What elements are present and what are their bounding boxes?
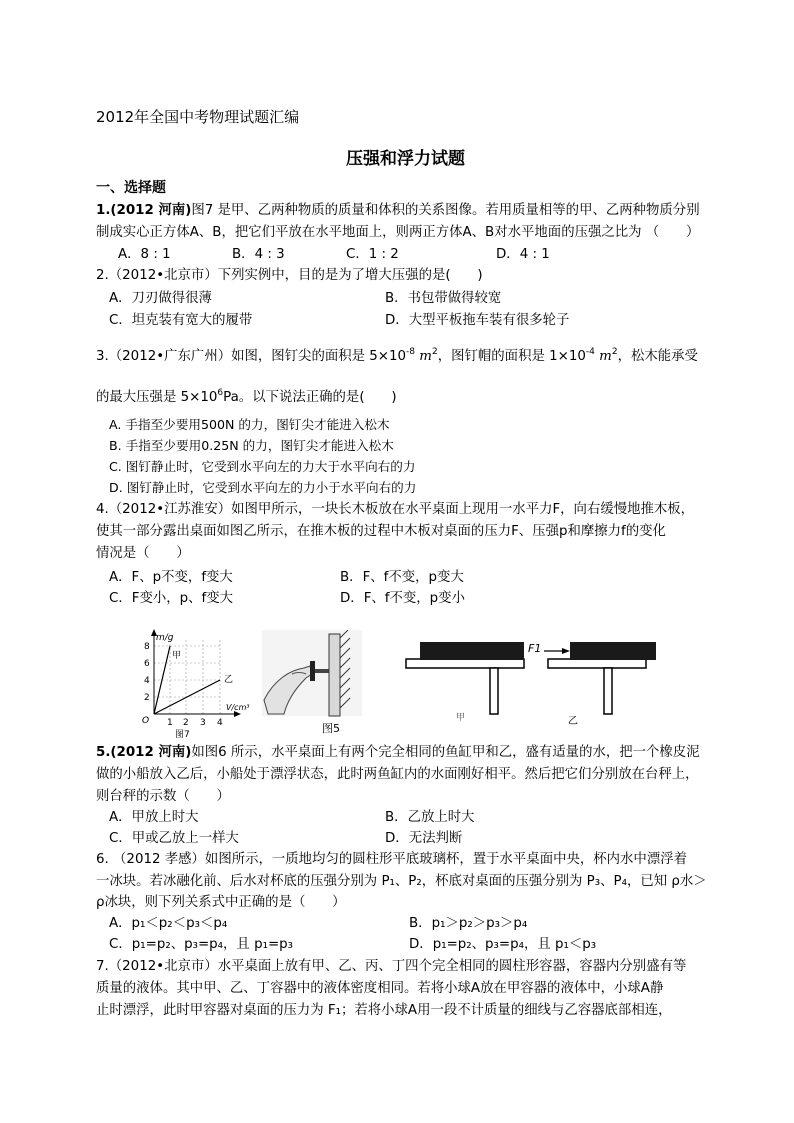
- x-tick: 2: [183, 718, 189, 728]
- force-label: F1: [528, 642, 542, 655]
- series-jia-label: 甲: [172, 651, 182, 661]
- question-1-option-b: B．4 : 3: [232, 247, 285, 262]
- table-top-yi: [548, 659, 646, 668]
- question-2-stem: 2.（2012•北京市）下列实例中，目的是为了增大压强的是( ): [96, 268, 483, 283]
- y-tick: 8: [144, 642, 150, 652]
- board-jia: [420, 642, 524, 660]
- question-7-line-3: 止时漂浮，此时甲容器对桌面的压力为 F₁；若将小球A用一段不计质量的细线与乙容器底部相连，: [96, 1003, 672, 1018]
- figure-5-illustration: [262, 630, 362, 738]
- label-yi: 乙: [568, 716, 578, 727]
- question-6-line-1: 6. （2012 孝感）如图所示，一质地均匀的圆柱形平底玻璃杯，置于水平桌面中央，杯内水中漂浮着: [96, 852, 687, 867]
- question-3-line-2: 的最大压强是 $5\times 10^6Pa$。以下说法正确的是( ): [96, 388, 397, 405]
- question-2-option-b: B．书包带做得较宽: [385, 291, 502, 306]
- question-1-line-2: 制成实心正方体A、B，把它们平放在水平地面上，则两正方体A、B对水平地面的压强之比为 （ ）: [96, 225, 700, 240]
- question-5-source: 5.(2012 河南): [96, 745, 192, 760]
- question-3-option-c: C. 图钉静止时，它受到水平向左的力大于水平向右的力: [109, 459, 416, 474]
- question-5-option-a: A．甲放上时大: [109, 810, 199, 825]
- question-1-option-c: C．1 : 2: [346, 247, 399, 262]
- question-3-option-b: B. 手指至少要用0.25N 的力，图钉尖才能进入松木: [109, 438, 394, 453]
- question-5-option-b: B．乙放上时大: [385, 810, 475, 825]
- section-title: 压强和浮力试题: [346, 149, 465, 169]
- question-6-line-3: ρ冰块，则下列关系式中正确的是（ ）: [96, 895, 346, 910]
- question-3-option-d: D. 图钉静止时，它受到水平向左的力小于水平向右的力: [109, 480, 417, 495]
- part-heading: 一、选择题: [96, 180, 166, 196]
- question-6-option-c: C．p₁=p₂、p₃=p₄，且 p₁=p₃: [109, 937, 294, 952]
- question-6-option-d: D．p₁=p₂、p₃=p₄，且 p₁＜p₃: [409, 937, 597, 952]
- question-4-option-d: D．F、f不变，p变小: [340, 591, 465, 606]
- document-title: 2012年全国中考物理试题汇编: [96, 108, 300, 126]
- figure-7-caption: 图7: [175, 730, 190, 740]
- question-5-option-d: D．无法判断: [385, 831, 463, 846]
- question-5-line-2: 做的小船放入乙后，小船处于漂浮状态，此时两鱼缸内的水面刚好相平。然后把它们分别放在台秤上，: [96, 767, 699, 782]
- figure-board-on-table: [404, 632, 660, 732]
- question-5-line-1: 5.(2012 河南)如图6 所示，水平桌面上有两个完全相同的鱼缸甲和乙，盛有适量的水，把一个橡皮泥: [96, 745, 700, 760]
- question-3-line-1: 3.（2012•广东广州）如图，图钉尖的面积是 $5\times 10^{-8}$ $m^2$，图钉帽的面积是 $1\times 10^{-4}$ $m^2$，松木能承受: [96, 347, 698, 364]
- question-7-line-2: 质量的液体。其中甲、乙、丁容器中的液体密度相同。若将小球A放在甲容器的液体中，小球A静: [96, 981, 664, 996]
- series-yi-label: 乙: [224, 675, 234, 685]
- figure-5-caption: 图5: [322, 722, 340, 735]
- question-5-option-c: C．甲或乙放上一样大: [109, 831, 239, 846]
- question-7-line-1: 7.（2012•北京市）水平桌面上放有甲、乙、丙、丁四个完全相同的圆柱形容器，容器内分别盛有等: [96, 959, 687, 974]
- question-4-option-b: B．F、f不变，p变大: [340, 570, 464, 585]
- question-6-line-2: 一冰块。若冰融化前、后水对杯底的压强分别为 P₁、P₂，杯底对桌面的压强分别为 P₃、P₄，已知 ρ水＞: [96, 874, 707, 889]
- question-2-option-c: C．坦克装有宽大的履带: [109, 313, 253, 328]
- x-tick: 3: [200, 718, 206, 728]
- board-yi: [570, 642, 656, 660]
- question-1-line-1: 1.(2012 河南)图7 是甲、乙两种物质的质量和体积的关系图像。若用质量相等的甲、乙两种物质分别: [96, 203, 700, 218]
- question-1-option-a: A．8 : 1: [118, 247, 171, 262]
- x-tick: 4: [217, 718, 223, 728]
- question-4-line-1: 4.（2012•江苏淮安）如图甲所示，一块长木板放在水平桌面上现用一水平力F，向右缓慢地推木板，: [96, 502, 695, 517]
- question-2-option-d: D．大型平板拖车装有很多轮子: [385, 313, 570, 328]
- question-6-option-b: B．p₁＞p₂＞p₃＞p₄: [409, 916, 528, 931]
- figure-7-graph: [134, 626, 252, 740]
- y-tick: 6: [144, 659, 150, 669]
- question-4-line-2: 使其一部分露出桌面如图乙所示，在推木板的过程中木板对桌面的压力F、压强p和摩擦力f的变化: [96, 524, 666, 539]
- y-tick: 2: [144, 693, 150, 703]
- question-5-line-3: 则台秤的示数（ ）: [96, 789, 230, 804]
- question-1-source: 1.(2012 河南): [96, 203, 192, 218]
- table-top-jia: [406, 659, 524, 668]
- y-tick: 4: [144, 676, 150, 686]
- question-3-option-a: A. 手指至少要用500N 的力，图钉尖才能进入松木: [109, 417, 390, 432]
- origin-label: O: [142, 716, 150, 726]
- question-6-option-a: A．p₁＜p₂＜p₃＜p₄: [109, 916, 228, 931]
- question-2-option-a: A．刀刃做得很薄: [109, 291, 212, 306]
- question-1-option-d: D．4 : 1: [496, 247, 550, 262]
- label-jia: 甲: [456, 713, 466, 723]
- question-4-option-a: A．F、p不变，f变大: [109, 570, 233, 585]
- x-axis-label: V/cm³: [226, 703, 250, 712]
- x-tick: 1: [167, 718, 173, 728]
- y-axis-label: m/g: [156, 633, 174, 643]
- question-4-line-3: 情况是（ ）: [96, 546, 190, 561]
- question-4-option-c: C．F变小，p、f变大: [109, 591, 234, 606]
